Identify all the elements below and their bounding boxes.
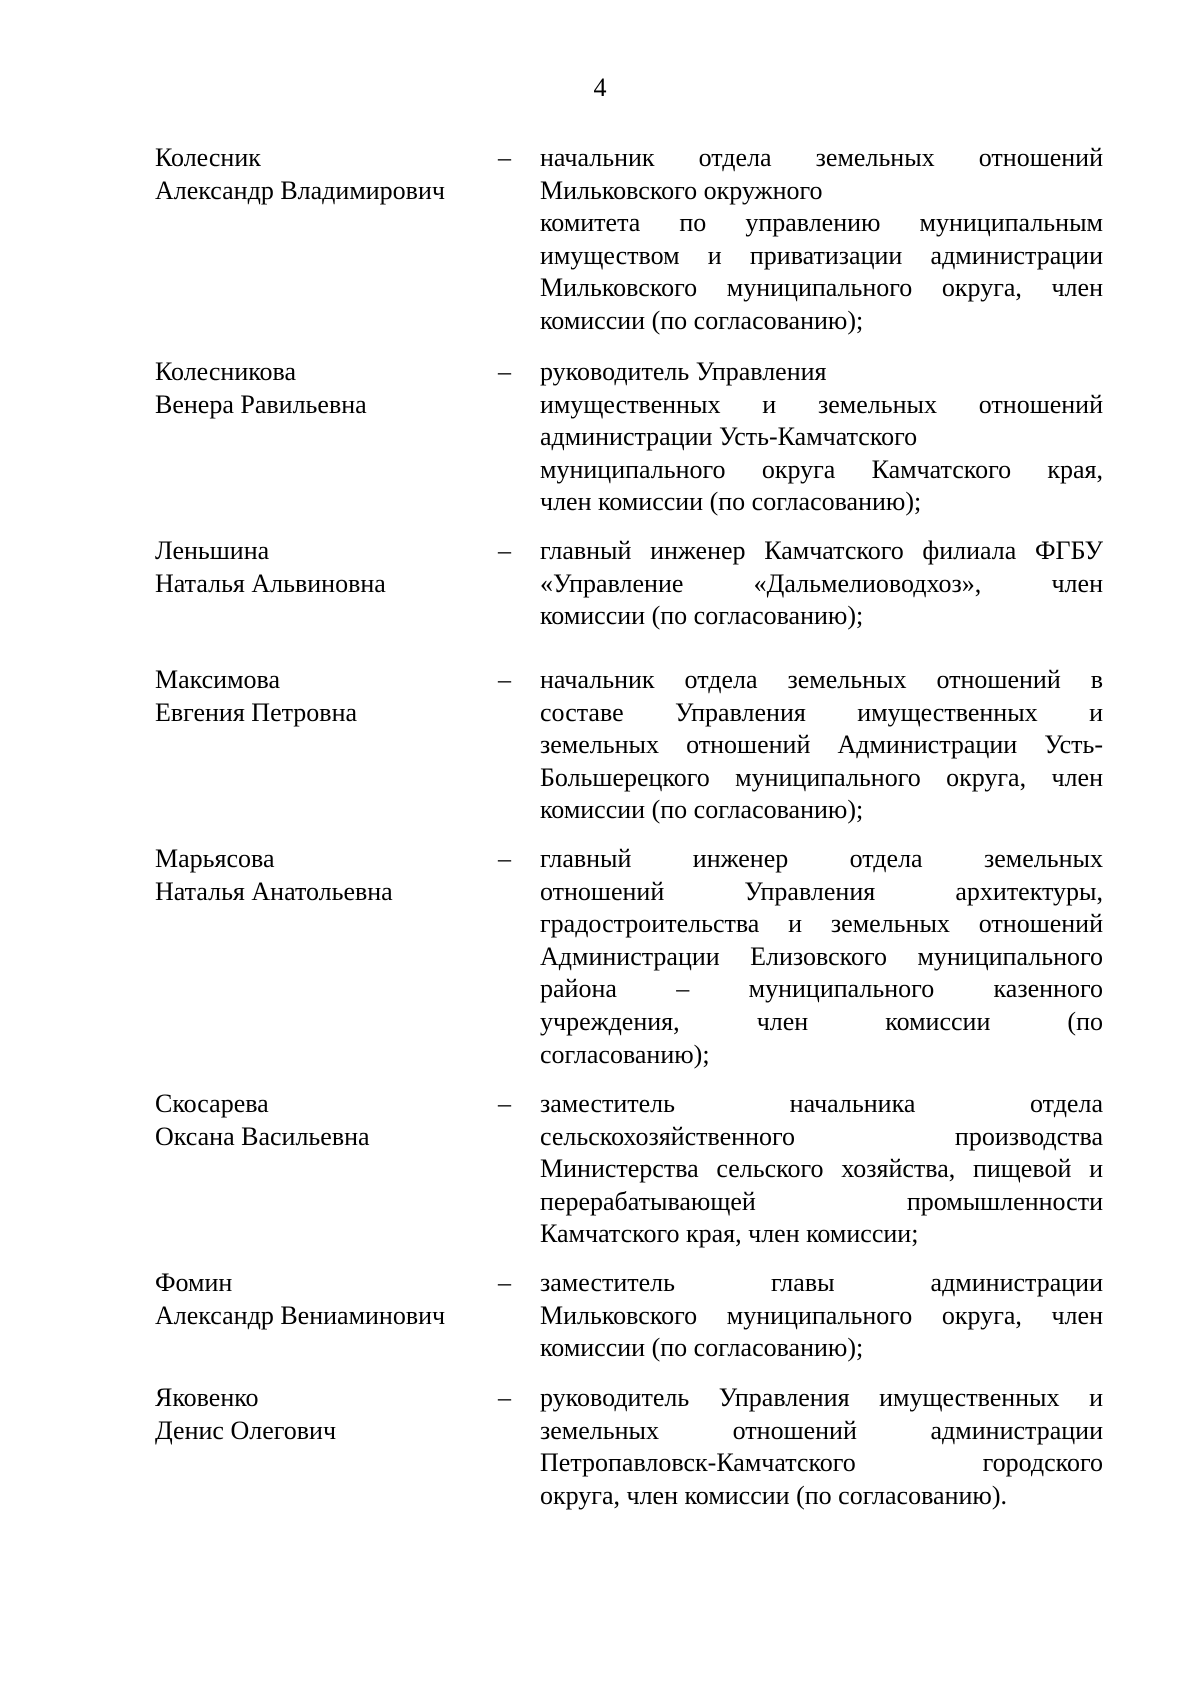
role-line: руководитель Управления (540, 357, 827, 386)
role-line: комиссии (по согласованию); (540, 305, 864, 335)
role-line: «Управление «Дальмелиоводхоз», член (540, 568, 1103, 598)
member-surname: Максимова (155, 665, 281, 694)
role-line: района – муниципального казенного (540, 974, 1103, 1004)
role-line: земельных отношений администрации (540, 1415, 1103, 1445)
member-name (155, 356, 485, 421)
member-name (155, 1382, 485, 1447)
role-line: муниципального округа Камчатского края, (540, 454, 1103, 484)
role-line: согласованию); (540, 1039, 710, 1069)
role-line: член комиссии (по согласованию); (540, 487, 922, 517)
role-line: Мильковского муниципального округа, член (540, 273, 1103, 303)
member-role (540, 1267, 1103, 1365)
page-number: 4 (593, 73, 607, 102)
separator-dash: – (498, 1089, 511, 1118)
member-given-names: Наталья Анатольевна (155, 876, 393, 906)
role-line: сельскохозяйственного производства (540, 1121, 1103, 1151)
separator-dash: – (498, 665, 511, 694)
role-line: главный инженер Камчатского филиала ФГБУ (540, 536, 1103, 565)
member-surname: Марьясова (155, 844, 275, 873)
separator-dash: – (498, 357, 511, 386)
role-line: Большерецкого муниципального округа, член (540, 762, 1103, 792)
member-given-names: Оксана Васильевна (155, 1121, 370, 1151)
role-line: Мильковского муниципального округа, член (540, 1300, 1103, 1330)
role-line: Камчатского края, член комиссии; (540, 1219, 919, 1249)
member-name (155, 535, 485, 600)
member-given-names: Денис Олегович (155, 1415, 337, 1445)
role-line: комиссии (по согласованию); (540, 601, 864, 631)
role-line: Администрации Елизовского муниципального (540, 941, 1103, 971)
role-line: начальник отдела земельных отношений в (540, 665, 1103, 694)
member-name (155, 1267, 485, 1332)
role-line: Петропавловск-Камчатского городского (540, 1448, 1103, 1478)
role-line: имущественных и земельных отношений (540, 389, 1103, 419)
member-surname: Леньшина (155, 536, 270, 565)
member-role (540, 1382, 1103, 1512)
member-name (155, 843, 485, 908)
member-name (155, 664, 485, 729)
separator-dash: – (498, 844, 511, 873)
member-role (540, 843, 1103, 1071)
member-given-names: Евгения Петровна (155, 697, 358, 727)
role-line: руководитель Управления имущественных и (540, 1383, 1103, 1412)
member-role (540, 535, 1103, 633)
role-line: градостроительства и земельных отношений (540, 909, 1103, 939)
member-surname: Яковенко (155, 1383, 259, 1412)
role-line: имуществом и приватизации администрации (540, 240, 1103, 270)
separator-dash: – (498, 536, 511, 565)
member-role (540, 356, 1103, 519)
role-line: главный инженер отдела земельных (540, 844, 1103, 873)
role-line: учреждения, член комиссии (по (540, 1006, 1103, 1036)
member-name (155, 1088, 485, 1153)
role-line: отношений Управления архитектуры, (540, 876, 1103, 906)
member-role (540, 1088, 1103, 1251)
role-line: округа, член комиссии (по согласованию). (540, 1480, 1007, 1510)
member-name (155, 142, 485, 207)
role-line: комиссии (по согласованию); (540, 795, 864, 825)
role-line: администрации Усть-Камчатского (540, 422, 918, 452)
role-line: перерабатывающей промышленности (540, 1186, 1103, 1216)
member-surname: Скосарева (155, 1089, 269, 1118)
role-line: заместитель главы администрации (540, 1268, 1103, 1297)
member-given-names: Наталья Альвиновна (155, 568, 386, 598)
separator-dash: – (498, 1383, 511, 1412)
role-line: Мильковского окружного (540, 175, 823, 205)
separator-dash: – (498, 143, 511, 172)
role-line: заместитель начальника отдела (540, 1089, 1103, 1118)
role-line: Министерства сельского хозяйства, пищевой и (540, 1154, 1103, 1184)
member-surname: Фомин (155, 1268, 233, 1297)
role-line: составе Управления имущественных и (540, 697, 1103, 727)
member-given-names: Александр Вениаминович (155, 1300, 446, 1330)
role-line: земельных отношений Администрации Усть- (540, 730, 1103, 760)
member-surname: Колесник (155, 143, 261, 172)
separator-dash: – (498, 1268, 511, 1297)
member-surname: Колесникова (155, 357, 297, 386)
role-line: начальник отдела земельных отношений (540, 143, 1103, 172)
member-given-names: Александр Владимирович (155, 175, 445, 205)
member-role (540, 664, 1103, 827)
member-role (540, 142, 1103, 338)
member-given-names: Венера Равильевна (155, 389, 367, 419)
role-line: комитета по управлению муниципальным (540, 208, 1103, 238)
role-line: комиссии (по согласованию); (540, 1333, 864, 1363)
